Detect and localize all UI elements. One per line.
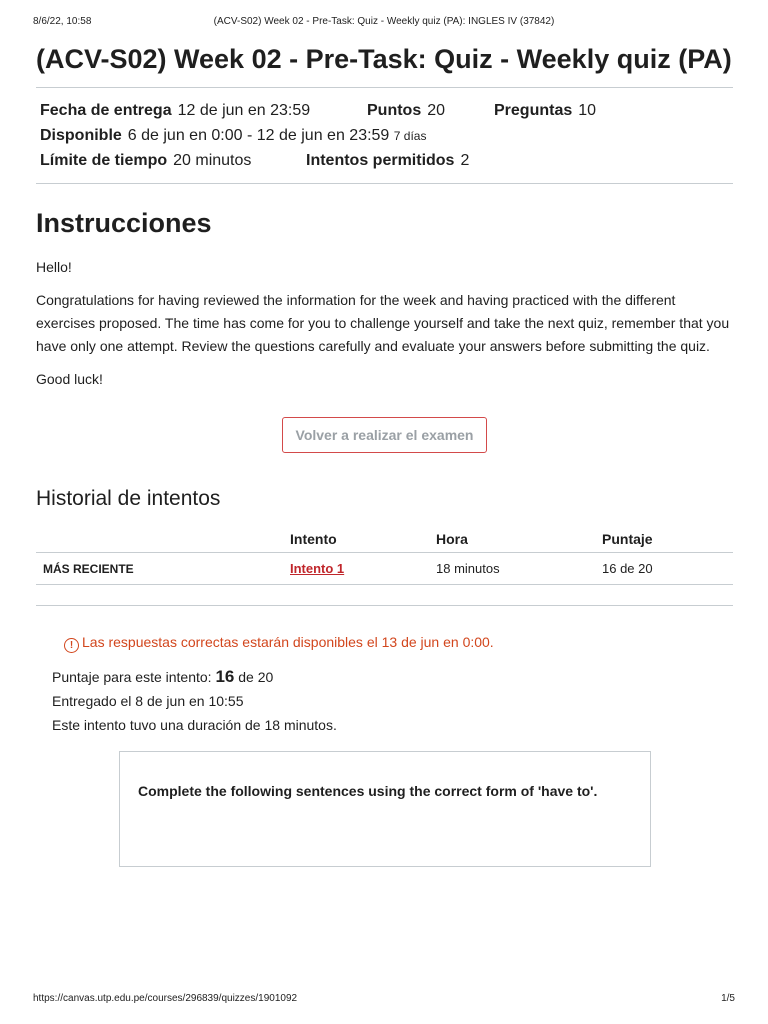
allowed-attempts-value: 2 <box>460 152 470 169</box>
questions-label: Preguntas <box>494 102 573 119</box>
quiz-details <box>36 88 733 183</box>
column-header <box>36 526 290 553</box>
availability-label: Disponible <box>40 127 122 144</box>
due-date <box>40 98 310 123</box>
attempt-history-heading: Historial de intentos <box>36 487 221 510</box>
attempt-cell <box>290 553 436 585</box>
divider <box>36 605 733 606</box>
print-doc-title: (ACV-S02) Week 02 - Pre-Task: Quiz - Weekly quiz (PA): INGLES IV (37842) <box>213 16 555 27</box>
allowed-attempts-label: Intentos permitidos <box>306 152 455 169</box>
details-row-2 <box>40 123 733 148</box>
question-card <box>119 751 651 867</box>
answers-notice <box>64 632 733 653</box>
print-footer <box>33 993 735 1007</box>
retake-quiz-button[interactable]: Volver a realizar el examen <box>282 417 488 453</box>
column-header-time: Hora <box>436 526 602 553</box>
attempt-score: 16 de 20 <box>602 553 733 585</box>
print-url: https://canvas.utp.edu.pe/courses/296839/quizzes/1901092 <box>33 993 298 1004</box>
table-row <box>36 553 733 585</box>
divider <box>36 183 733 184</box>
attempt-history-table <box>36 526 733 585</box>
details-row-1 <box>40 98 733 123</box>
column-header-score: Puntaje <box>602 526 733 553</box>
retake-area <box>36 417 733 455</box>
instructions-heading: Instrucciones <box>36 208 212 238</box>
score-suffix: de 20 <box>238 669 274 685</box>
score-value: 16 <box>215 667 235 686</box>
instructions-body <box>36 256 733 391</box>
attempt-result <box>52 665 733 737</box>
time-limit-value: 20 minutos <box>173 152 252 169</box>
questions <box>494 98 596 123</box>
instructions-paragraph: Congratulations for having reviewed the information for the week and having practiced with the different exercises proposed. The time has come for you to challenge yourself and take the next quiz, remember that you have only one attempt. Review the questions carefully and evaluate your answers before submitting the quiz. <box>36 292 730 354</box>
due-date-value: 12 de jun en 23:59 <box>177 102 311 119</box>
time-limit-label: Límite de tiempo <box>40 152 168 169</box>
page-title: (ACV-S02) Week 02 - Pre-Task: Quiz - Weekly quiz (PA) <box>36 44 732 74</box>
attempt-link[interactable]: Intento 1 <box>290 561 345 576</box>
most-recent-label: MÁS RECIENTE <box>36 553 290 585</box>
points-value: 20 <box>427 102 446 119</box>
due-date-label: Fecha de entrega <box>40 102 172 119</box>
submitted-line: Entregado el 8 de jun en 10:55 <box>52 693 244 709</box>
score-prefix: Puntaje para este intento: <box>52 669 212 685</box>
availability-days: 7 días <box>393 129 427 143</box>
instructions-greeting: Hello! <box>36 259 72 275</box>
availability-value: 6 de jun en 0:00 - 12 de jun en 23:59 <box>127 127 390 144</box>
column-header-attempt: Intento <box>290 526 436 553</box>
time-limit <box>40 148 251 173</box>
alert-circle-icon: ! <box>64 638 79 653</box>
questions-value: 10 <box>578 102 597 119</box>
points <box>367 98 445 123</box>
notice-text: Las respuestas correctas estarán disponibles el 13 de jun en 0:00. <box>82 634 494 650</box>
attempt-time: 18 minutos <box>436 553 602 585</box>
page-number: 1/5 <box>721 993 735 1004</box>
points-label: Puntos <box>367 102 422 119</box>
print-header <box>33 16 735 30</box>
duration-line: Este intento tuvo una duración de 18 minutos. <box>52 717 337 733</box>
question-text: Complete the following sentences using the correct form of 'have to'. <box>138 783 598 799</box>
details-row-3 <box>40 148 733 173</box>
availability <box>40 123 426 149</box>
print-datetime: 8/6/22, 10:58 <box>33 16 92 27</box>
allowed-attempts <box>306 148 469 173</box>
instructions-closing: Good luck! <box>36 371 103 387</box>
quiz-page <box>36 38 733 867</box>
table-header-row <box>36 526 733 553</box>
attempt-score-line <box>52 665 733 689</box>
